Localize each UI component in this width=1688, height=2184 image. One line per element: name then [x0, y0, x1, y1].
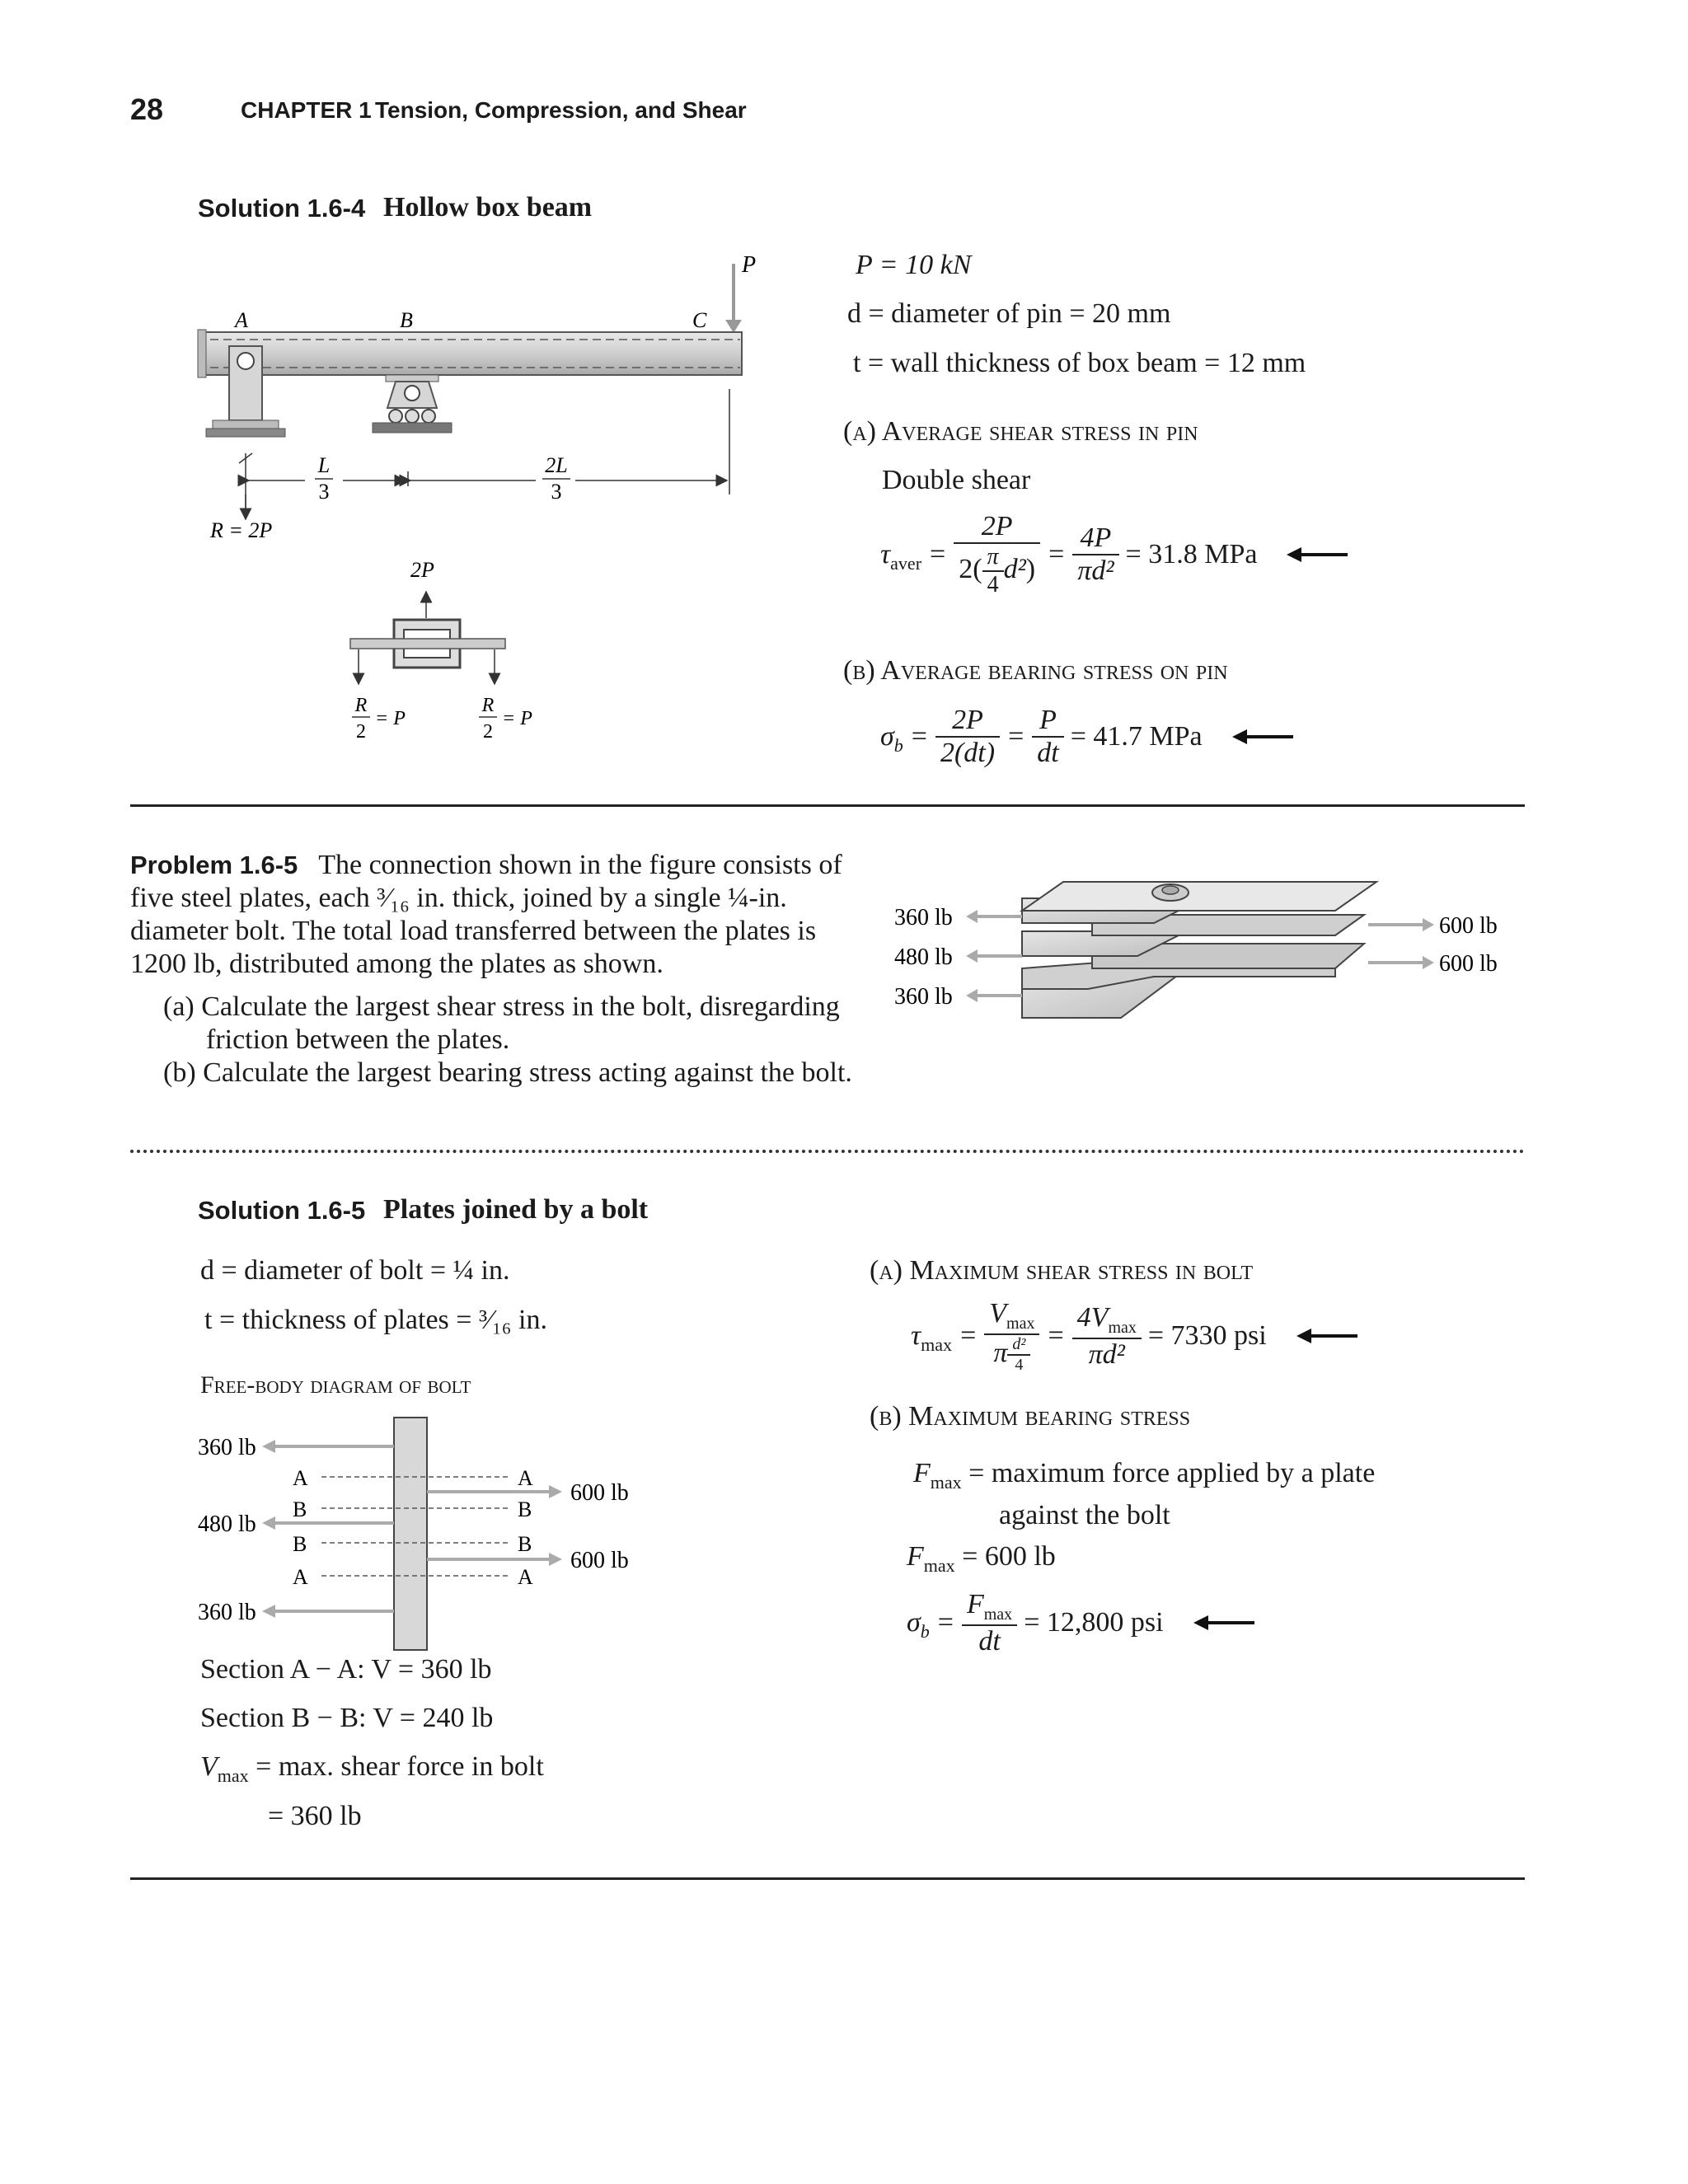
page-number: 28 — [130, 92, 164, 126]
vmax-value: = 360 lb — [268, 1801, 362, 1831]
svg-text:R: R — [481, 695, 495, 716]
svg-text:R: R — [354, 695, 368, 716]
svg-text:A: A — [293, 1466, 308, 1490]
part-a-heading-165: (a) Maximum shear stress in bolt — [870, 1255, 1254, 1286]
svg-text:2: 2 — [483, 721, 493, 743]
fmax-value: $F_{max} = 600$ lb — [907, 1541, 1056, 1576]
given-p: P = 10 kN — [856, 250, 972, 280]
part-a-heading-164: (a) Average shear stress in pin — [843, 416, 1198, 447]
solution-164-label: Solution 1.6-4 — [198, 194, 366, 223]
section-rule — [130, 804, 1525, 807]
sigma-b-equation: σ $_b$ = $\frac{2P}{2(dt)}$ = $\frac{P}{dt}$ = 41.7 MPa — [880, 705, 1293, 769]
dotted-rule — [130, 1150, 1525, 1153]
svg-text:2P: 2P — [410, 558, 434, 582]
bottom-rule — [130, 1877, 1525, 1880]
chapter-label: CHAPTER 1 — [241, 97, 372, 123]
fbd-title: Free-body diagram of bolt — [200, 1371, 471, 1399]
svg-text:B: B — [400, 308, 413, 332]
plates-figure — [890, 874, 1517, 1038]
svg-text:360 lb: 360 lb — [198, 1600, 256, 1625]
result-arrow — [1300, 1334, 1357, 1338]
section-aa: Section A − A: V = 360 lb — [200, 1654, 492, 1685]
svg-text:2: 2 — [356, 721, 366, 743]
svg-text:= P: = P — [375, 708, 406, 729]
part-b-heading-165: (b) Maximum bearing stress — [870, 1401, 1191, 1432]
svg-text:A: A — [235, 308, 248, 332]
svg-text:A: A — [518, 1565, 533, 1589]
svg-text:3: 3 — [318, 480, 330, 504]
bearing-stress-equation: σ $_b$ = $\frac{F_{max}}{dt}$ = 12,800 psi — [907, 1589, 1254, 1657]
part-b-heading-164: (b) Average bearing stress on pin — [843, 655, 1228, 686]
svg-text:B: B — [518, 1532, 532, 1556]
box-beam-figure — [190, 247, 783, 758]
svg-text:600 lb: 600 lb — [1439, 951, 1498, 977]
fmax-definition: $F_{max}$ = maximum force applied by a plate against the bolt — [913, 1458, 1376, 1530]
given-t: t = wall thickness of box beam = 12 mm — [853, 348, 1306, 378]
svg-text:480 lb: 480 lb — [198, 1511, 256, 1537]
svg-text:600 lb: 600 lb — [1439, 913, 1498, 939]
load-p-label: P — [742, 252, 757, 278]
given-bolt-d: d = diameter of bolt = ¼ in. — [200, 1255, 510, 1286]
svg-text:360 lb: 360 lb — [894, 984, 953, 1010]
svg-text:L: L — [317, 453, 331, 477]
svg-text:2L: 2L — [545, 453, 568, 477]
solution-164-title: Hollow box beam — [383, 192, 593, 223]
svg-text:3: 3 — [551, 480, 562, 504]
svg-text:B: B — [293, 1497, 307, 1521]
svg-text:360 lb: 360 lb — [894, 905, 953, 930]
svg-text:A: A — [518, 1466, 533, 1490]
result-arrow — [1236, 735, 1293, 738]
svg-text:B: B — [293, 1532, 307, 1556]
double-shear: Double shear — [882, 465, 1031, 495]
tau-max-equation: τ $_{max}$ = $V_{max}$ π $\frac{\text{d²}}{4}$ = $\frac{4V_{max}}{\text{πd²}}$ = 7330 psi — [911, 1298, 1357, 1375]
section-bb: Section B − B: V = 240 lb — [200, 1703, 494, 1733]
given-plate-t: t = thickness of plates = ³⁄₁₆ in. — [204, 1305, 547, 1335]
result-arrow — [1197, 1621, 1254, 1624]
svg-text:360 lb: 360 lb — [198, 1435, 256, 1460]
svg-text:= P: = P — [502, 708, 532, 729]
solution-165-title: Plates joined by a bolt — [383, 1194, 649, 1225]
solution-165-label: Solution 1.6-5 — [198, 1196, 366, 1225]
svg-text:600 lb: 600 lb — [570, 1480, 629, 1506]
bolt-fbd — [190, 1409, 668, 1657]
svg-text:R = 2P: R = 2P — [210, 518, 273, 542]
svg-text:600 lb: 600 lb — [570, 1548, 629, 1573]
chapter-title: Tension, Compression, and Shear — [375, 97, 747, 123]
given-d: d = diameter of pin = 20 mm — [847, 298, 1171, 329]
svg-text:A: A — [293, 1565, 308, 1589]
svg-text:B: B — [518, 1497, 532, 1521]
svg-text:480 lb: 480 lb — [894, 944, 953, 970]
problem-165-text: Problem 1.6-5 The connection shown in the figure consists of five steel plates, each ³⁄₁₆ in. thick, joined by a single ¼-in. diameter bolt. The total load transferred between the plates is 1200 lb, distributed among the plates as shown. (a) Calculate the largest shear stress in the bolt, disregarding friction between the plates. (b) Calculate the largest bearing stress acting against the bolt. — [130, 850, 852, 1088]
vmax-definition: $V_{max} = \max$. shear force in bolt — [200, 1751, 544, 1786]
tau-aver-equation: τ $_{aver}$ = 2P 2( $\frac{\pi}{4}$ d²) = $\frac{4P}{\text{πd²}}$ = 31.8 MPa — [880, 511, 1348, 598]
svg-text:C: C — [692, 308, 707, 332]
result-arrow — [1290, 553, 1348, 556]
